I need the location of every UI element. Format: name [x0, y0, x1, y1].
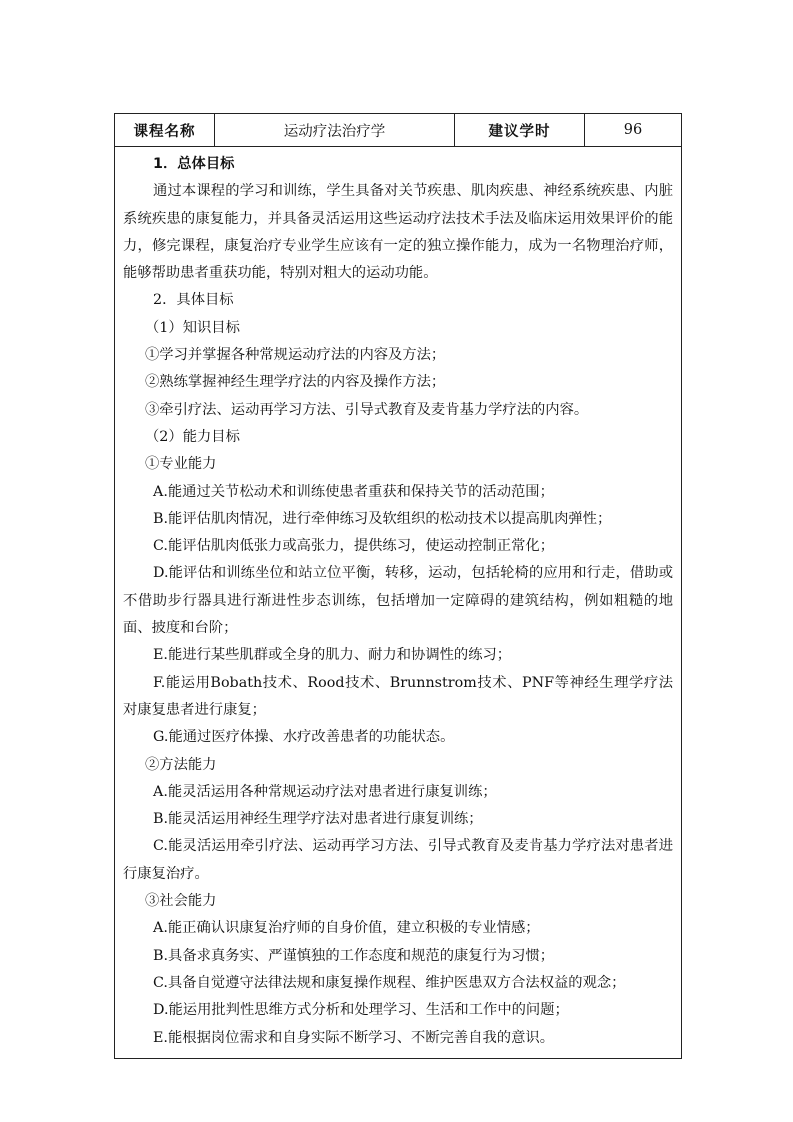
header-row	[115, 114, 682, 147]
social-item: E.能根据岗位需求和自身实际不断学习、不断完善自我的意识。	[153, 1029, 554, 1046]
knowledge-goal-title: （1）知识目标	[145, 319, 240, 336]
overall-goal-title: 1．总体目标	[153, 156, 235, 172]
professional-item: C.能评估肌肉低张力或高张力，提供练习，使运动控制正常化；	[153, 538, 554, 555]
knowledge-item: ②熟练掌握神经生理学疗法的内容及操作方法；	[145, 374, 446, 391]
social-item: A.能正确认识康复治疗师的自身价值，建立积极的专业情感；	[153, 920, 540, 937]
specific-goal-title: 2．具体目标	[153, 292, 234, 309]
suggested-hours-value: 96	[585, 114, 682, 147]
professional-item: D.能评估和训练坐位和站立位平衡，转移，运动，包括轮椅的应用和行走，借助或不借助步行器具进行渐进性步态训练，包括增加一定障碍的建筑结构，例如粗糙的地面、披度和台阶；	[123, 565, 673, 637]
professional-item: A.能通过关节松动术和训练使患者重获和保持关节的活动范围；	[153, 483, 554, 500]
course-name-value: 运动疗法治疗学	[215, 114, 455, 147]
social-item: D.能运用批判性思维方式分析和处理学习、生活和工作中的问题；	[153, 1002, 569, 1019]
professional-item: E.能进行某些肌群或全身的肌力、耐力和协调性的练习；	[153, 647, 512, 664]
professional-item: G.能通过医疗体操、水疗改善患者的功能状态。	[153, 729, 455, 746]
method-item: A.能灵活运用各种常规运动疗法对患者进行康复训练；	[153, 783, 497, 800]
content-row	[115, 147, 682, 1059]
suggested-hours-label: 建议学时	[455, 114, 585, 147]
professional-ability-title: ①专业能力	[145, 456, 217, 473]
professional-item: B.能评估肌肉情况，进行牵伸练习及软组织的松动技术以提高肌肉弹性；	[153, 510, 612, 527]
method-item: C.能灵活运用牵引疗法、运动再学习方法、引导式教育及麦肯基力学疗法对患者进行康复治疗。	[123, 838, 673, 882]
professional-item: F.能运用Bobath技术、Rood技术、Brunnstrom技术、PNF等神经生理学疗法对康复患者进行康复；	[123, 674, 673, 718]
method-item: B.能灵活运用神经生理学疗法对患者进行康复训练；	[153, 811, 483, 828]
content-cell	[115, 147, 682, 1059]
course-table	[114, 113, 682, 1059]
knowledge-item: ③牵引疗法、运动再学习方法、引导式教育及麦肯基力学疗法的内容。	[145, 401, 589, 418]
overall-goal-text: 通过本课程的学习和训练，学生具备对关节疾患、肌肉疾患、神经系统疾患、内脏系统疾患的康复能力，并具备灵活运用这些运动疗法技术手法及临床运用效果评价的能力，修完课程，康复治疗专业学生应该有一定的独立操作能力，成为一名物理治疗师，能够帮助患者重获功能，特别对粗大的运动功能。	[123, 183, 673, 282]
knowledge-item: ①学习并掌握各种常规运动疗法的内容及方法；	[145, 347, 446, 364]
method-ability-title: ②方法能力	[145, 756, 217, 773]
social-item: B.具备求真务实、严谨慎独的工作态度和规范的康复行为习惯；	[153, 947, 555, 964]
ability-goal-title: （2）能力目标	[145, 428, 240, 445]
social-item: C.具备自觉遵守法律法规和康复操作规程、维护医患双方合法权益的观念；	[153, 974, 626, 991]
social-ability-title: ③社会能力	[145, 893, 217, 910]
course-name-label: 课程名称	[115, 114, 215, 147]
